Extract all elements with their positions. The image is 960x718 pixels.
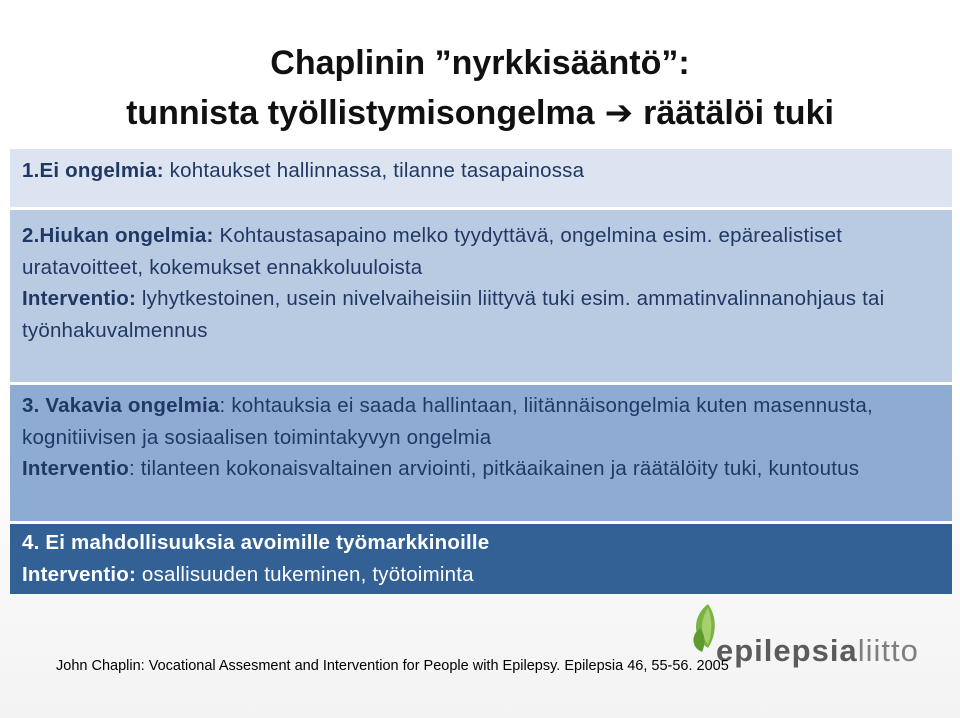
level-4-box [10,524,952,594]
title-right: räätälöi tuki [643,94,834,132]
level-3-intervention-label: Interventio [22,457,129,480]
level-4-intervention-label: Interventio: [22,562,137,586]
level-1-text: kohtaukset hallinnassa, tilanne tasapainossa [163,159,585,182]
level-1-box [10,149,952,207]
level-1-heading: 1.Ei ongelmia: [22,159,164,182]
citation-footer: John Chaplin: Vocational Assesment and Intervention for People with Epilepsy. Epilepsia 46, 55-56. 2005 [56,658,729,674]
level-2-text: Kohtaustasapaino melko tyydyttävä, ongelmina esim. epärealistiset uratavoitteet, kokemukset ennakkoluuloista [22,224,843,279]
title-line-2 [0,88,960,138]
logo-part-2: liitto [857,633,919,668]
title-line-1: Chaplinin ”nyrkkisääntö”: [270,44,690,82]
arrow-right-icon: ➔ [604,94,634,132]
level-3-text: : kohtauksia ei saada hallintaan, liitännäisongelmia kuten masennusta, kognitiivisen ja sosiaalisen toimintakyvyn ongelmia [22,394,873,449]
level-3-box [10,385,952,521]
logo-wordmark [716,633,919,669]
slide-title [0,38,960,138]
level-3-heading: 3. Vakavia ongelmia [22,394,220,417]
level-4-heading: 4. Ei mahdollisuuksia avoimille työmarkkinoille [22,531,490,554]
title-left: tunnista työllistymisongelma [126,94,595,132]
level-2-heading: 2.Hiukan ongelmia: [22,224,214,247]
level-2-box [10,210,952,382]
logo-part-1: epilepsia [716,633,858,668]
level-2-intervention-label: Interventio: [22,287,137,310]
level-2-intervention-text: lyhytkestoinen, usein nivelvaiheisiin liittyvä tuki esim. ammatinvalinnanohjaus tai työnhakuvalmennus [22,287,885,342]
level-3-intervention-text: : tilanteen kokonaisvaltainen arviointi, pitkäaikainen ja räätälöity tuki, kuntoutus [129,457,860,480]
level-4-intervention-text: osallisuuden tukeminen, työtoiminta [136,562,474,586]
